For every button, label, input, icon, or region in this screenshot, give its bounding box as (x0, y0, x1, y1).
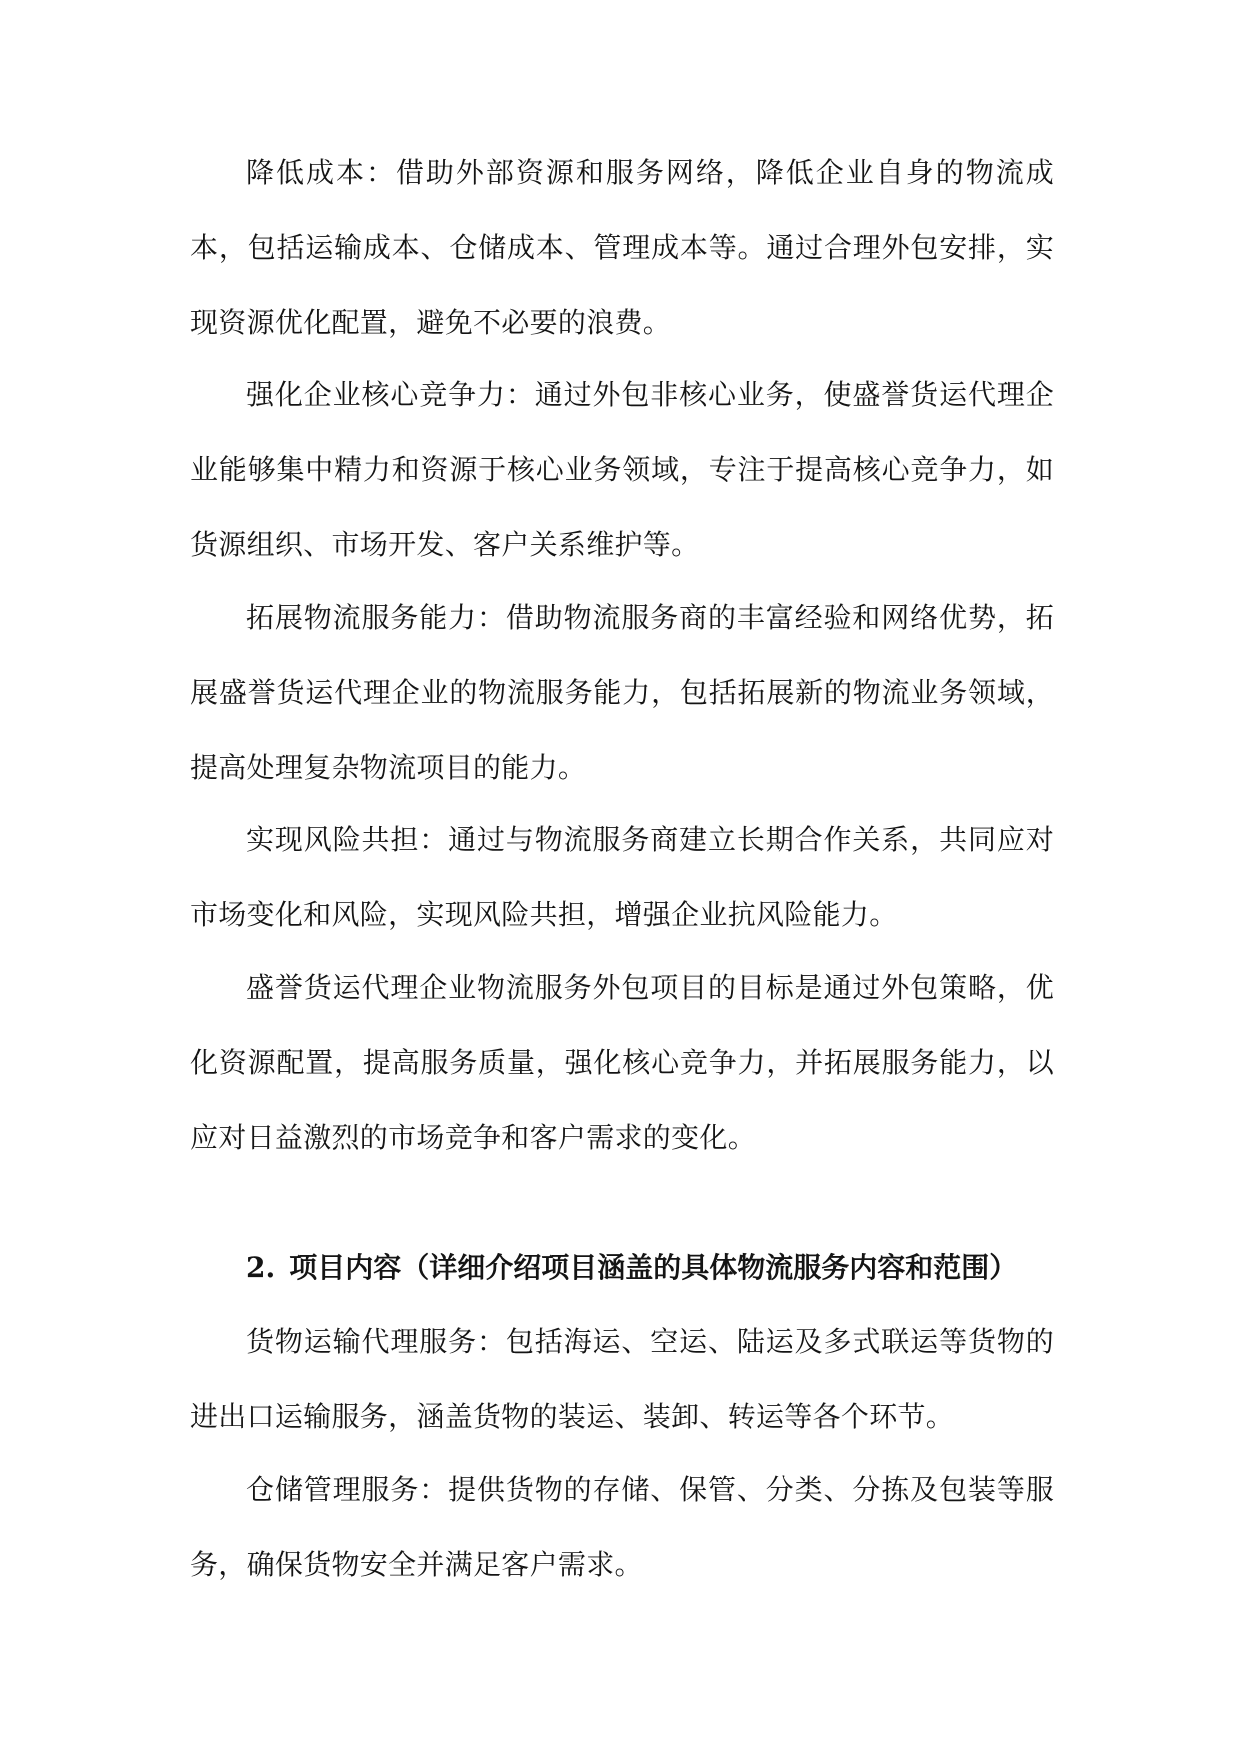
paragraph-risk-sharing: 实现风险共担：通过与物流服务商建立长期合作关系，共同应对市场变化和风险，实现风险共担，增强企业抗风险能力。 (190, 823, 1054, 931)
paragraph-expand-service-capability: 拓展物流服务能力：借助物流服务商的丰富经验和网络优势，拓展盛誉货运代理企业的物流服务能力，包括拓展新的物流业务领域，提高处理复杂物流项目的能力。 (190, 601, 1054, 784)
paragraph-freight-forwarding: 货物运输代理服务：包括海运、空运、陆运及多式联运等货物的进出口运输服务，涵盖货物的装运、装卸、转运等各个环节。 (190, 1325, 1054, 1433)
paragraph-warehousing: 仓储管理服务：提供货物的存储、保管、分类、分拣及包装等服务，确保货物安全并满足客户需求。 (190, 1473, 1054, 1581)
paragraph-core-competitiveness: 强化企业核心竞争力：通过外包非核心业务，使盛誉货运代理企业能够集中精力和资源于核心业务领域，专注于提高核心竞争力，如货源组织、市场开发、客户关系维护等。 (190, 378, 1054, 561)
paragraph-reduce-cost: 降低成本：借助外部资源和服务网络，降低企业自身的物流成本，包括运输成本、仓储成本、管理成本等。通过合理外包安排，实现资源优化配置，避免不必要的浪费。 (190, 156, 1054, 339)
section-number: 2. (246, 1251, 276, 1284)
section-title: 项目内容（详细介绍项目涵盖的具体物流服务内容和范围） (289, 1251, 1018, 1284)
paragraph-project-goal: 盛誉货运代理企业物流服务外包项目的目标是通过外包策略，优化资源配置，提高服务质量，强化核心竞争力，并拓展服务能力，以应对日益激烈的市场竞争和客户需求的变化。 (190, 971, 1054, 1154)
section-heading (246, 1230, 1086, 1305)
